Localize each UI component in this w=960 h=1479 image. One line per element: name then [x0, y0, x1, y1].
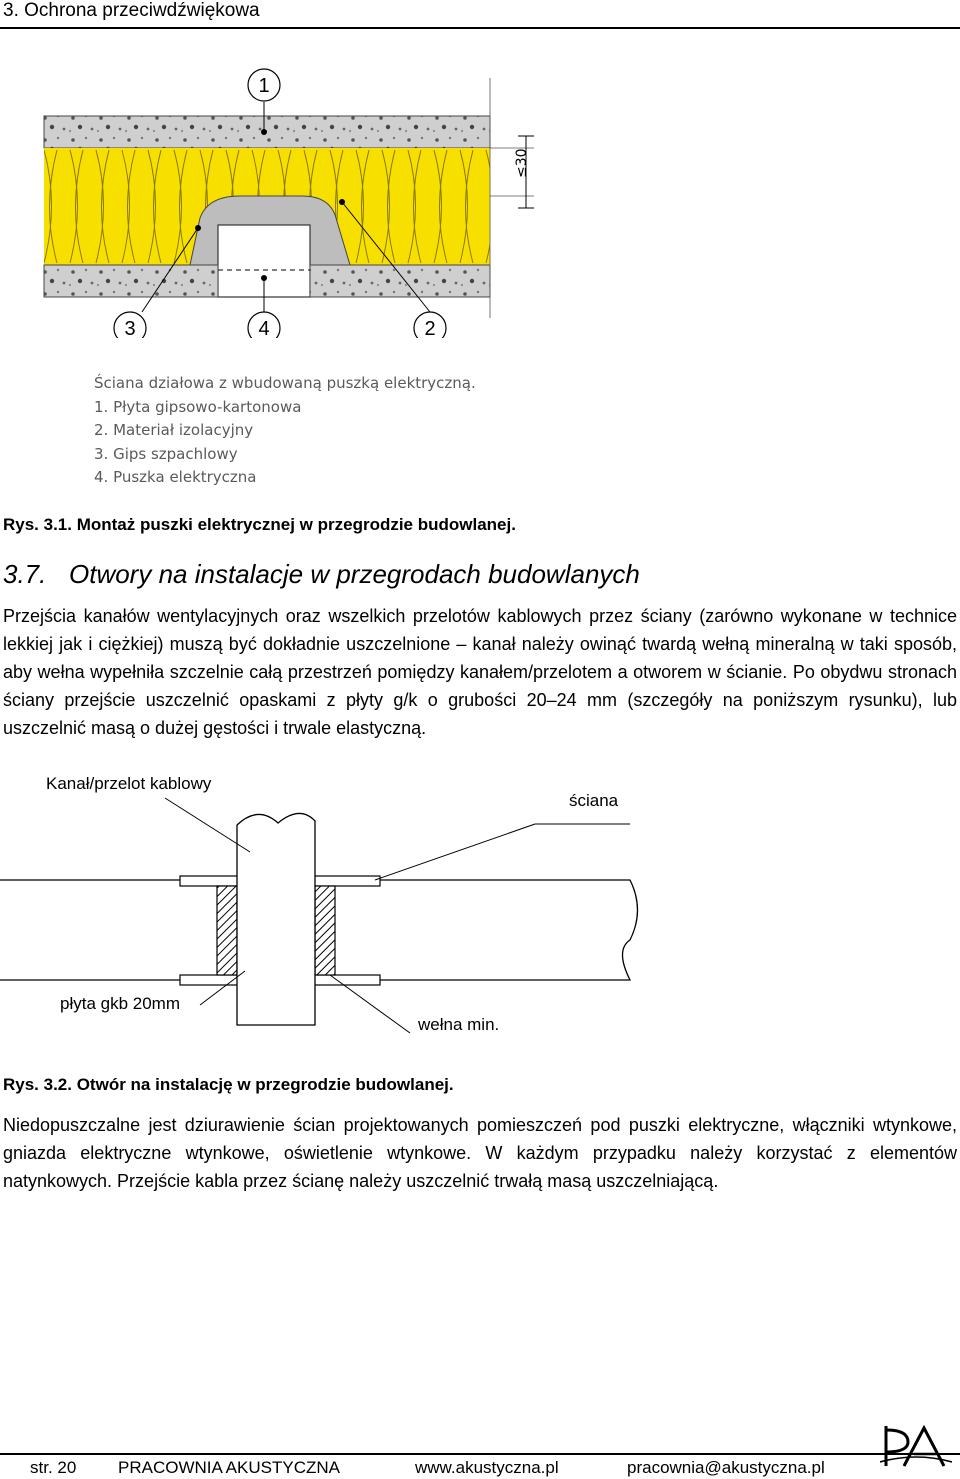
legend-item: 4. Puszka elektryczna [94, 468, 257, 486]
callout-4: 4 [258, 318, 270, 338]
figure-wall-section [40, 68, 560, 338]
company-logo [880, 1424, 952, 1468]
footer-email: pracownia@akustyczna.pl [627, 1458, 825, 1477]
chapter-title: 3. Ochrona przeciwdźwiękowa [3, 0, 260, 21]
dimension-label: ≤30 [514, 148, 530, 178]
callout-1: 1 [258, 75, 270, 97]
footer-page: str. 20 [30, 1458, 77, 1477]
figure1-legend [94, 372, 476, 490]
paragraph-1: Przejścia kanałów wentylacyjnych oraz wszelkich przelotów kablowych przez ściany (zarówno wykonane w technice lekkiej jak i ciężkiej) muszą być dokładnie uszczelnione – kanał należy owinąć twardą wełną mineralną w taki sposób, aby wełna wypełniła szczelnie całą przestrzeń pomiędzy kanałem/przelotem a otworem w ścianie. Po obydwu stronach ściany przejście uszczelnić opaskami z płyty g/k o grubości 20–24 mm (szczegóły na poniższym rysunku), lub uszczelnić masą o dużej gęstości i trwale elastyczną. [3, 606, 957, 738]
footer-website: www.akustyczna.pl [415, 1458, 559, 1477]
label-wool: wełna min. [418, 1015, 500, 1034]
figure2-caption: Rys. 3.2. Otwór na instalację w przegrodzie budowlanej. [3, 1075, 454, 1094]
figure1-caption: Rys. 3.1. Montaż puszki elektrycznej w przegrodzie budowlanej. [3, 515, 516, 534]
legend-item: 2. Materiał izolacyjny [94, 421, 254, 439]
header-divider [0, 27, 960, 29]
legend-title: Ściana działowa z wbudowaną puszką elektryczną. [94, 374, 476, 392]
callout-3: 3 [124, 318, 136, 338]
section-heading [3, 559, 640, 590]
label-duct: Kanał/przelot kablowy [46, 774, 212, 793]
legend-item: 1. Płyta gipsowo-kartonowa [94, 397, 302, 416]
paragraph-2: Niedopuszczalne jest dziurawienie ścian projektowanych pomieszczeń pod puszki elektryczne, włączniki wtynkowe, gniazda elektryczne wtynkowe, oświetlenie wtynkowe. W każdym przypadku należy korzystać z elementów natynkowych. Przejście kabla przez ścianę należy uszczelnić trwałą masą uszczelniającą. [3, 1115, 957, 1191]
section-number: 3.7. [3, 559, 47, 589]
callout-2: 2 [424, 318, 436, 338]
label-wall: ściana [569, 791, 619, 810]
section-title: Otwory na instalacje w przegrodach budowlanych [69, 559, 640, 589]
label-board: płyta gkb 20mm [60, 994, 180, 1013]
footer-divider [0, 1453, 960, 1455]
legend-item: 3. Gips szpachlowy [94, 444, 238, 463]
footer-company: PRACOWNIA AKUSTYCZNA [118, 1458, 340, 1477]
